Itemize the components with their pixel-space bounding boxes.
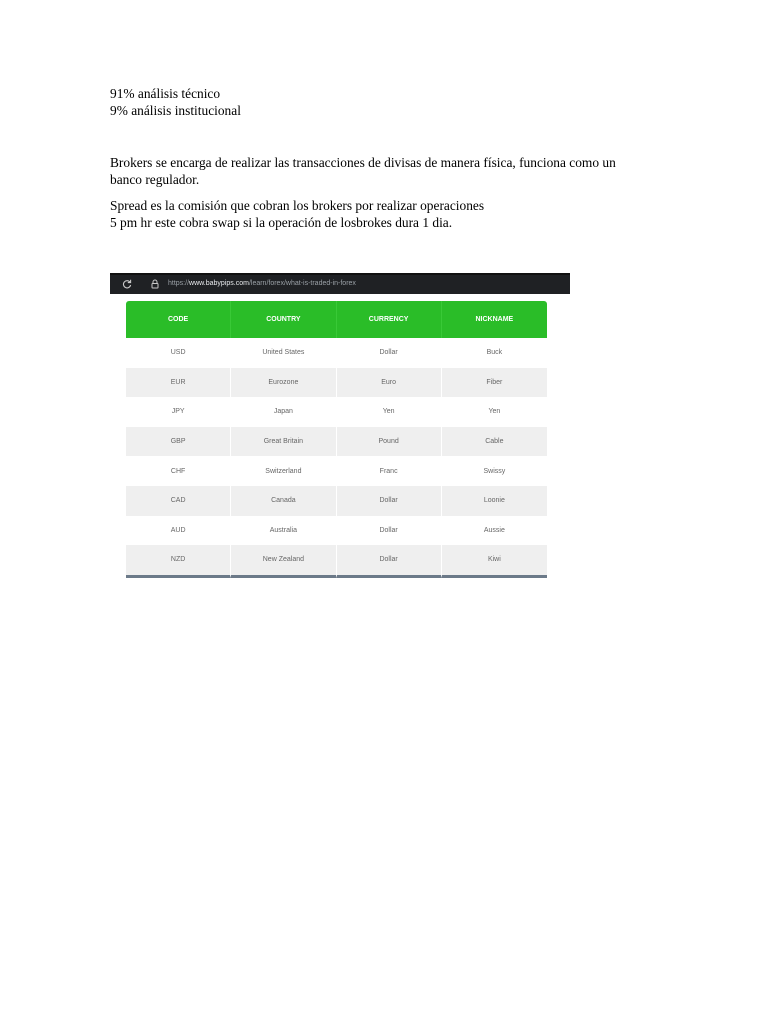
table-row <box>126 397 547 427</box>
cell-country: Australia <box>231 516 336 546</box>
cell-nickname: Cable <box>442 427 547 457</box>
spread-line-1: Spread es la comisión que cobran los brokers por realizar operaciones <box>110 198 485 213</box>
cell-code: JPY <box>126 397 231 427</box>
embedded-screenshot <box>110 273 570 579</box>
reload-icon <box>122 279 132 289</box>
url-text <box>168 279 356 289</box>
cell-nickname: Fiber <box>442 368 547 398</box>
cell-currency: Dollar <box>337 486 442 516</box>
table-row <box>126 368 547 398</box>
cell-code: CAD <box>126 486 231 516</box>
table-row <box>126 516 547 546</box>
header-currency: CURRENCY <box>337 301 442 338</box>
table-row <box>126 338 547 368</box>
cell-nickname: Kiwi <box>442 545 547 578</box>
note-technical-analysis: 91% análisis técnico <box>110 86 221 101</box>
cell-code: GBP <box>126 427 231 457</box>
cell-country: Switzerland <box>231 456 336 486</box>
brokers-line-1: Brokers se encarga de realizar las transacciones de divisas de manera física, funciona como un <box>110 155 616 170</box>
header-country: COUNTRY <box>231 301 336 338</box>
cell-country: New Zealand <box>231 545 336 578</box>
cell-code: USD <box>126 338 231 368</box>
cell-nickname: Swissy <box>442 456 547 486</box>
header-nickname: NICKNAME <box>442 301 547 338</box>
table-row <box>126 427 547 457</box>
cell-code: EUR <box>126 368 231 398</box>
cell-currency: Euro <box>337 368 442 398</box>
url-path: /learn/forex/what-is-traded-in-forex <box>248 280 356 287</box>
cell-nickname: Buck <box>442 338 547 368</box>
currency-table <box>126 301 547 578</box>
cell-country: United States <box>231 338 336 368</box>
url-prefix: https:// <box>168 280 190 287</box>
brokers-line-2: banco regulador. <box>110 172 200 187</box>
lock-icon <box>151 279 159 289</box>
cell-currency: Franc <box>337 456 442 486</box>
spread-line-2: 5 pm hr este cobra swap si la operación de losbrokes dura 1 dia. <box>110 215 453 230</box>
cell-nickname: Aussie <box>442 516 547 546</box>
cell-country: Great Britain <box>231 427 336 457</box>
table-row <box>126 456 547 486</box>
cell-currency: Pound <box>337 427 442 457</box>
url-host: www.babypips.com <box>189 280 249 287</box>
cell-country: Japan <box>231 397 336 427</box>
spread-paragraph <box>110 197 670 231</box>
cell-currency: Dollar <box>337 516 442 546</box>
brokers-paragraph <box>110 154 670 188</box>
table-header-row <box>126 301 547 338</box>
cell-nickname: Loonie <box>442 486 547 516</box>
cell-country: Canada <box>231 486 336 516</box>
cell-code: NZD <box>126 545 231 578</box>
cell-code: CHF <box>126 456 231 486</box>
browser-address-bar <box>110 273 570 294</box>
cell-currency: Yen <box>337 397 442 427</box>
note-institutional-analysis: 9% análisis institucional <box>110 103 241 118</box>
cell-currency: Dollar <box>337 338 442 368</box>
table-row <box>126 486 547 516</box>
table-row <box>126 545 547 578</box>
header-code: CODE <box>126 301 231 338</box>
cell-nickname: Yen <box>442 397 547 427</box>
cell-code: AUD <box>126 516 231 546</box>
cell-currency: Dollar <box>337 545 442 578</box>
cell-country: Eurozone <box>231 368 336 398</box>
